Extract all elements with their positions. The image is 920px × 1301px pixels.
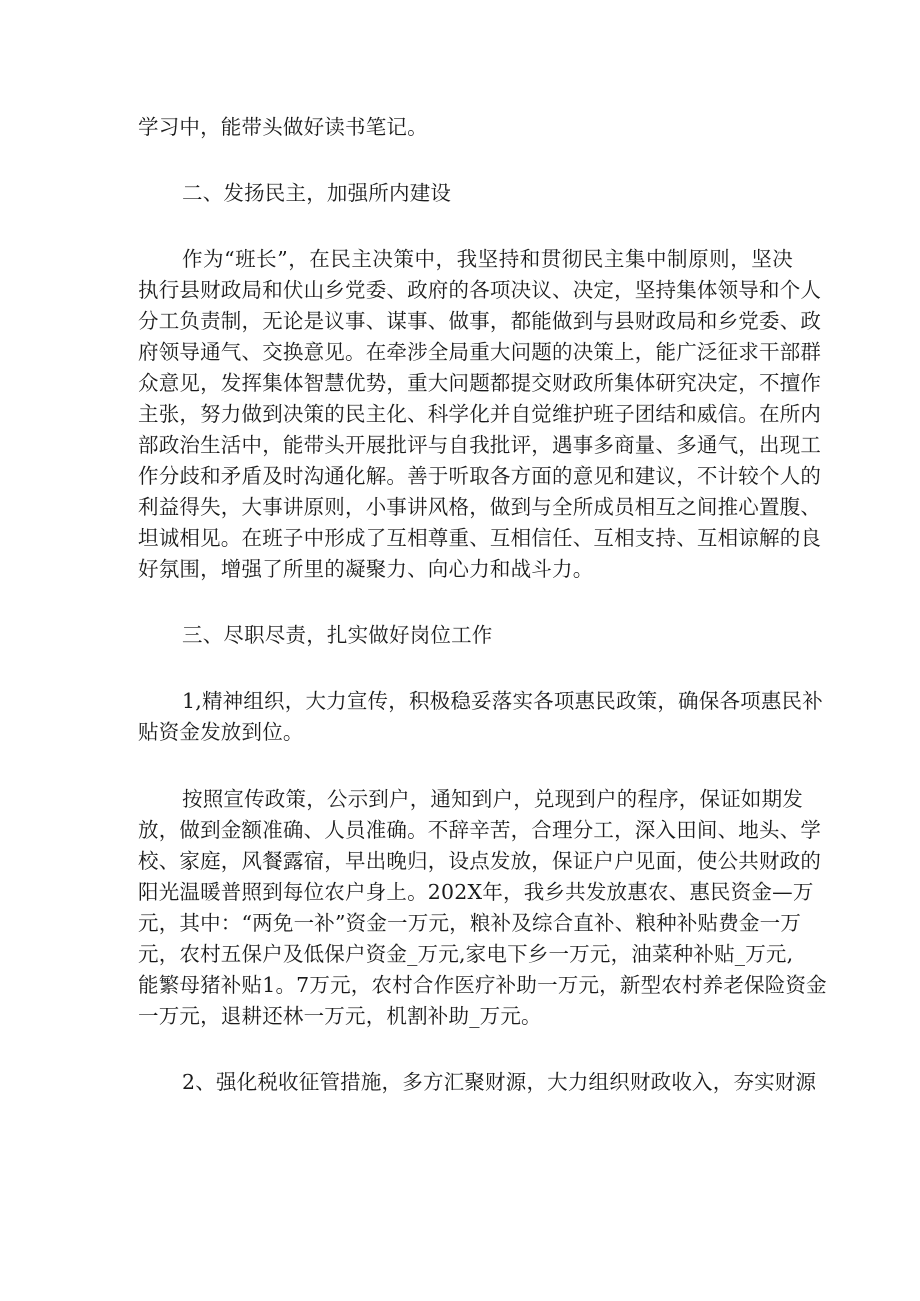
paragraph-line: 一万元，退耕还林一万元，机割补助_万元。 [138,1004,542,1028]
paragraph-line: 元，农村五保户及低保户资金_万元,家电下乡一万元，油菜种补贴_万元, [138,942,794,966]
paragraph-line: 放，做到金额准确、人员准确。不辞辛苦，合理分工，深入田间、地头、学 [138,818,822,842]
paragraph-line: 府领导通气、交换意见。在牵涉全局重大问题的决策上，能广泛征求干部群 [138,340,822,364]
paragraph-line: 主张，努力做到决策的民主化、科学化并自觉维护班子团结和威信。在所内 [138,402,822,426]
paragraph-line: 校、家庭，风餐露宿，早出晚归，设点发放，保证户户见面，使公共财政的 [138,849,822,873]
paragraph-line: 好氛围，增强了所里的凝聚力、向心力和战斗力。 [138,557,594,581]
paragraph-continuation-line: 学习中，能带头做好读书笔记。 [138,115,428,139]
paragraph-line: 部政治生活中，能带头开展批评与自我批评，遇事多商量、多通气，出现工 [138,433,822,457]
paragraph-line: 众意见，发挥集体智慧优势，重大问题都提交财政所集体研究决定，不擅作 [138,371,822,395]
paragraph-line: 坦诚相见。在班子中形成了互相尊重、互相信任、互相支持、互相谅解的良 [138,526,822,550]
paragraph-line: 阳光温暖普照到每位农户身上。202X年，我乡共发放惠农、惠民资金—万 [138,880,814,904]
paragraph-line: 利益得失，大事讲原则，小事讲风格，做到与全所成员相互之间推心置腹、 [138,495,822,519]
paragraph-line: 能繁母猪补贴1。7万元，农村合作医疗补助一万元，新型农村养老保险资金 [138,973,827,997]
section-heading-democracy: 二、发扬民主，加强所内建设 [182,181,452,205]
paragraph-line: 按照宣传政策，公示到户，通知到户，兑现到户的程序，保证如期发 [182,787,803,811]
paragraph-line: 贴资金发放到位。 [138,720,304,744]
paragraph-line: 执行县财政局和伏山乡党委、政府的各项决议、决定，坚持集体领导和个人 [138,278,822,302]
paragraph-line: 分工负责制，无论是议事、谋事、做事，都能做到与县财政局和乡党委、政 [138,309,822,333]
paragraph-line: 作为“班长”，在民主决策中，我坚持和贯彻民主集中制原则，坚决 [182,247,793,271]
paragraph-line: 作分歧和矛盾及时沟通化解。善于听取各方面的意见和建议，不计较个人的 [138,464,822,488]
paragraph-line: 1,精神组织，大力宣传，积极稳妥落实各项惠民政策，确保各项惠民补 [182,689,823,713]
section-heading-duties: 三、尽职尽责，扎实做好岗位工作 [182,623,493,647]
paragraph-line: 元，其中：“两免一补”资金一万元，粮补及综合直补、粮种补贴费金一万 [138,911,802,935]
paragraph-line: 2、强化税收征管措施，多方汇聚财源，大力组织财政收入，夯实财源 [182,1070,817,1094]
